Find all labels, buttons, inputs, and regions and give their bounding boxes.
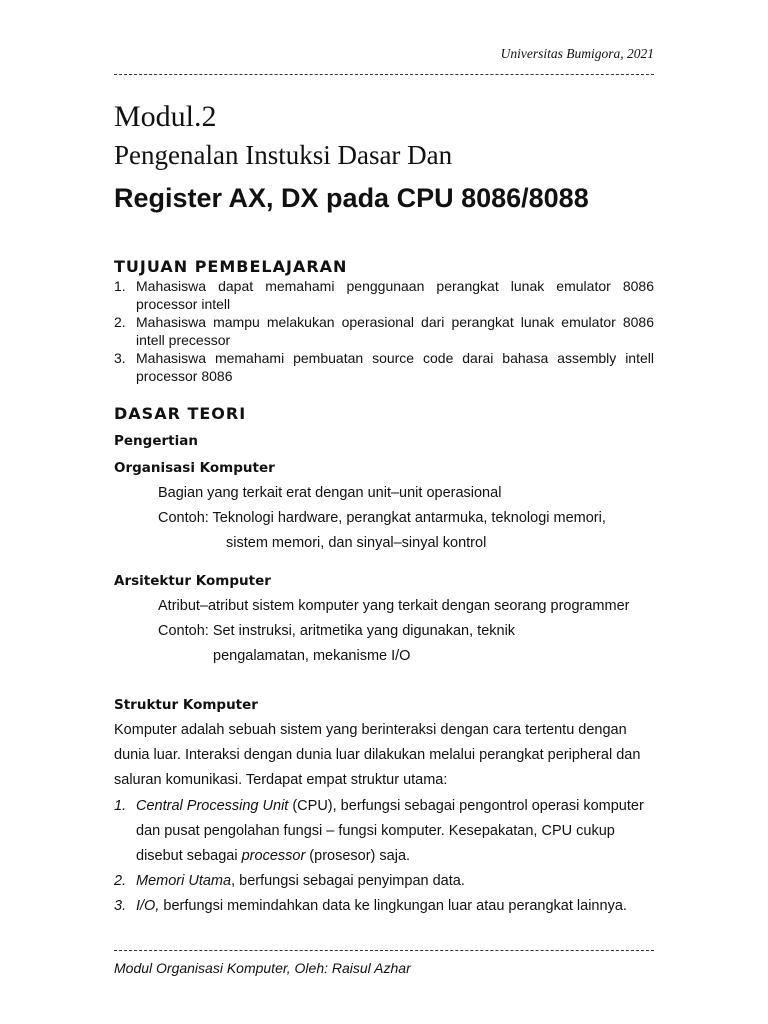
struct-paragraph: Komputer adalah sebuah sistem yang berinteraksi dengan cara tertentu dengan dunia luar. Interaksi dengan dunia luar dilakukan melalui perangkat peripheral dan saluran komunikasi. Terdapat empat struktur utama: xyxy=(114,722,641,788)
objectives-list xyxy=(114,277,654,385)
header-institution: Universitas Bumigora, 2021 xyxy=(500,46,654,61)
objectives-heading: TUJUAN PEMBELAJARAN xyxy=(114,257,348,276)
module-number: Modul.2 xyxy=(114,100,217,133)
list-item: 2. Memori Utama, berfungsi sebagai penyimpan data. xyxy=(114,873,465,889)
list-item: 1. Mahasiswa dapat memahami penggunaan perangkat lunak emulator 8086 processor intell xyxy=(114,278,654,312)
list-item: 2. Mahasiswa mampu melakukan operasional dari perangkat lunak emulator 8086 intell precessor xyxy=(114,314,654,348)
org-line-1: Bagian yang terkait erat dengan unit–unit operasional xyxy=(158,485,502,501)
list-item: 3. I/O, berfungsi memindahkan data ke lingkungan luar atau perangkat lainnya. xyxy=(114,898,627,914)
footer-text: Modul Organisasi Komputer, Oleh: Raisul Azhar xyxy=(114,960,411,976)
module-subtitle: Register AX, DX pada CPU 8086/8088 xyxy=(114,183,589,213)
theory-heading: DASAR TEORI xyxy=(114,404,247,423)
org-line-2: Contoh: Teknologi hardware, perangkat antarmuka, teknologi memori, xyxy=(158,510,606,526)
definition-label: Pengertian xyxy=(114,433,198,449)
footer-divider xyxy=(114,950,654,951)
arch-line-2: Contoh: Set instruksi, aritmetika yang digunakan, teknik xyxy=(158,623,516,639)
module-title: Pengenalan Instuksi Dasar Dan xyxy=(114,140,453,170)
arch-line-1: Atribut–atribut sistem komputer yang terkait dengan seorang programmer xyxy=(158,598,630,614)
org-line-3: sistem memori, dan sinyal–sinyal kontrol xyxy=(226,535,487,551)
arch-label: Arsitektur Komputer xyxy=(114,573,271,589)
list-item: 1. Central Processing Unit (CPU), berfungsi sebagai pengontrol operasi komputer dan pusat pengolahan fungsi – fungsi komputer. Kesepakatan, CPU cukup disebut sebagai processor (prosesor) saja. xyxy=(114,798,644,864)
org-label: Organisasi Komputer xyxy=(114,460,275,476)
struct-label: Struktur Komputer xyxy=(114,697,258,713)
list-item: 3. Mahasiswa memahami pembuatan source code darai bahasa assembly intell processor 8086 xyxy=(114,350,654,384)
arch-line-3: pengalamatan, mekanisme I/O xyxy=(213,648,411,664)
struct-list xyxy=(114,794,654,919)
header-divider xyxy=(114,74,654,75)
